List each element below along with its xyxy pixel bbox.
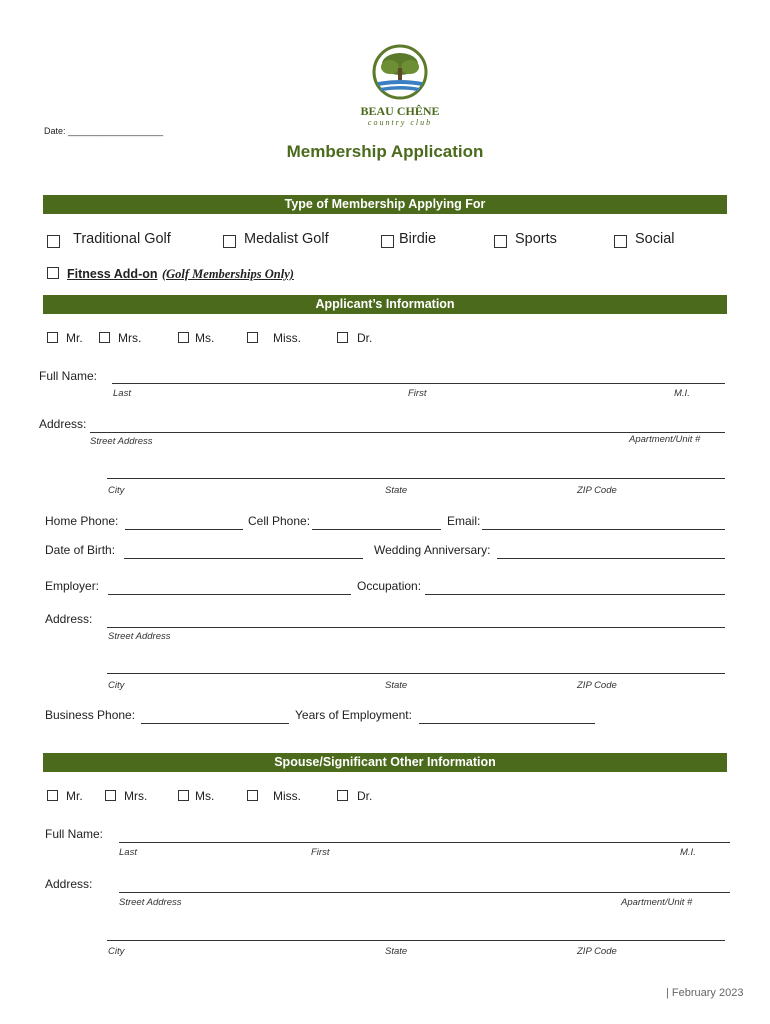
section-header-spouse: Spouse/Significant Other Information	[43, 753, 727, 772]
checkbox-spouse-mrs[interactable]	[105, 790, 116, 801]
years-employment-input[interactable]	[419, 723, 595, 724]
spouse-title-ms: Ms.	[195, 789, 215, 803]
spouse-city-input[interactable]	[107, 940, 725, 941]
home-phone-label: Home Phone:	[45, 514, 119, 528]
employer-label: Employer:	[45, 579, 100, 593]
applicant-name-mi: M.I.	[674, 388, 690, 399]
checkbox-applicant-ms[interactable]	[178, 332, 189, 343]
club-logo	[358, 44, 442, 128]
fitness-addon-text: Fitness Add-on	[67, 267, 158, 281]
fitness-addon-note: (Golf Memberships Only)	[161, 267, 294, 281]
option-birdie: Birdie	[399, 231, 437, 247]
spouse-apt-sub: Apartment/Unit #	[621, 897, 693, 908]
applicant-name-last: Last	[113, 388, 131, 399]
applicant-name-first: First	[408, 388, 427, 399]
dob-input[interactable]	[124, 558, 363, 559]
checkbox-spouse-miss[interactable]	[247, 790, 258, 801]
spouse-name-first: First	[311, 847, 330, 858]
section-header-membership: Type of Membership Applying For	[43, 195, 727, 214]
spouse-address-label: Address:	[45, 877, 93, 891]
spouse-city-sub: City	[108, 946, 125, 957]
spouse-full-name-label: Full Name:	[45, 827, 104, 841]
applicant-apt-sub: Apartment/Unit #	[629, 434, 701, 445]
option-social: Social	[635, 231, 675, 247]
checkbox-traditional-golf[interactable]	[47, 235, 60, 248]
applicant-zip-sub: ZIP Code	[577, 485, 617, 496]
home-phone-input[interactable]	[125, 529, 243, 530]
spouse-full-name-input[interactable]	[119, 842, 730, 843]
business-phone-label: Business Phone:	[45, 708, 136, 722]
applicant-title-dr: Dr.	[357, 331, 373, 345]
option-sports: Sports	[515, 231, 557, 247]
spouse-state-sub: State	[385, 946, 408, 957]
spouse-zip-sub: ZIP Code	[577, 946, 617, 957]
spouse-street-input[interactable]	[119, 892, 730, 893]
applicant-city-sub: City	[108, 485, 125, 496]
page-title: Membership Application	[286, 142, 484, 161]
employer-address-label: Address:	[45, 612, 93, 626]
employer-state-sub: State	[385, 680, 408, 691]
applicant-street-input[interactable]	[90, 432, 725, 433]
cell-phone-input[interactable]	[312, 529, 441, 530]
applicant-title-miss: Miss.	[273, 331, 301, 345]
spouse-name-mi: M.I.	[680, 847, 696, 858]
checkbox-spouse-dr[interactable]	[337, 790, 348, 801]
anniversary-label: Wedding Anniversary:	[374, 543, 491, 557]
spouse-title-mr: Mr.	[66, 789, 83, 803]
employer-input[interactable]	[108, 594, 351, 595]
checkbox-birdie[interactable]	[381, 235, 394, 248]
employer-city-sub: City	[108, 680, 125, 691]
spouse-title-mrs: Mrs.	[124, 789, 148, 803]
checkbox-applicant-mr[interactable]	[47, 332, 58, 343]
anniversary-input[interactable]	[497, 558, 725, 559]
spouse-title-miss: Miss.	[273, 789, 301, 803]
employer-street-input[interactable]	[107, 627, 725, 628]
applicant-title-mrs: Mrs.	[118, 331, 142, 345]
applicant-city-input[interactable]	[107, 478, 725, 479]
oak-tree-icon	[358, 44, 442, 106]
email-label: Email:	[447, 514, 481, 528]
email-input[interactable]	[482, 529, 725, 530]
employer-street-sub: Street Address	[108, 631, 171, 642]
applicant-full-name-label: Full Name:	[39, 369, 98, 383]
dob-label: Date of Birth:	[45, 543, 116, 557]
spouse-name-last: Last	[119, 847, 137, 858]
footer-date: | February 2023	[666, 987, 744, 999]
option-medalist-golf: Medalist Golf	[244, 231, 329, 247]
logo-tagline: country club	[367, 118, 433, 127]
checkbox-medalist-golf[interactable]	[223, 235, 236, 248]
checkbox-fitness-addon[interactable]	[47, 267, 59, 279]
applicant-address-label: Address:	[39, 417, 87, 431]
fitness-addon-label	[67, 265, 294, 283]
occupation-label: Occupation:	[357, 579, 422, 593]
applicant-title-mr: Mr.	[66, 331, 83, 345]
checkbox-applicant-mrs[interactable]	[99, 332, 110, 343]
checkbox-applicant-miss[interactable]	[247, 332, 258, 343]
applicant-street-sub: Street Address	[90, 436, 153, 447]
occupation-input[interactable]	[425, 594, 725, 595]
employer-city-input[interactable]	[107, 673, 725, 674]
checkbox-spouse-ms[interactable]	[178, 790, 189, 801]
checkbox-applicant-dr[interactable]	[337, 332, 348, 343]
applicant-full-name-input[interactable]	[112, 383, 725, 384]
cell-phone-label: Cell Phone:	[248, 514, 311, 528]
applicant-title-ms: Ms.	[195, 331, 215, 345]
logo-name: BEAU CHÊNE	[360, 104, 440, 118]
date-field[interactable]: Date: ___________________	[44, 126, 164, 136]
section-header-applicant: Applicant’s Information	[43, 295, 727, 314]
checkbox-spouse-mr[interactable]	[47, 790, 58, 801]
spouse-street-sub: Street Address	[119, 897, 182, 908]
checkbox-sports[interactable]	[494, 235, 507, 248]
years-employment-label: Years of Employment:	[295, 708, 412, 722]
spouse-title-dr: Dr.	[357, 789, 373, 803]
option-traditional-golf: Traditional Golf	[73, 231, 171, 247]
applicant-state-sub: State	[385, 485, 408, 496]
checkbox-social[interactable]	[614, 235, 627, 248]
employer-zip-sub: ZIP Code	[577, 680, 617, 691]
business-phone-input[interactable]	[141, 723, 289, 724]
